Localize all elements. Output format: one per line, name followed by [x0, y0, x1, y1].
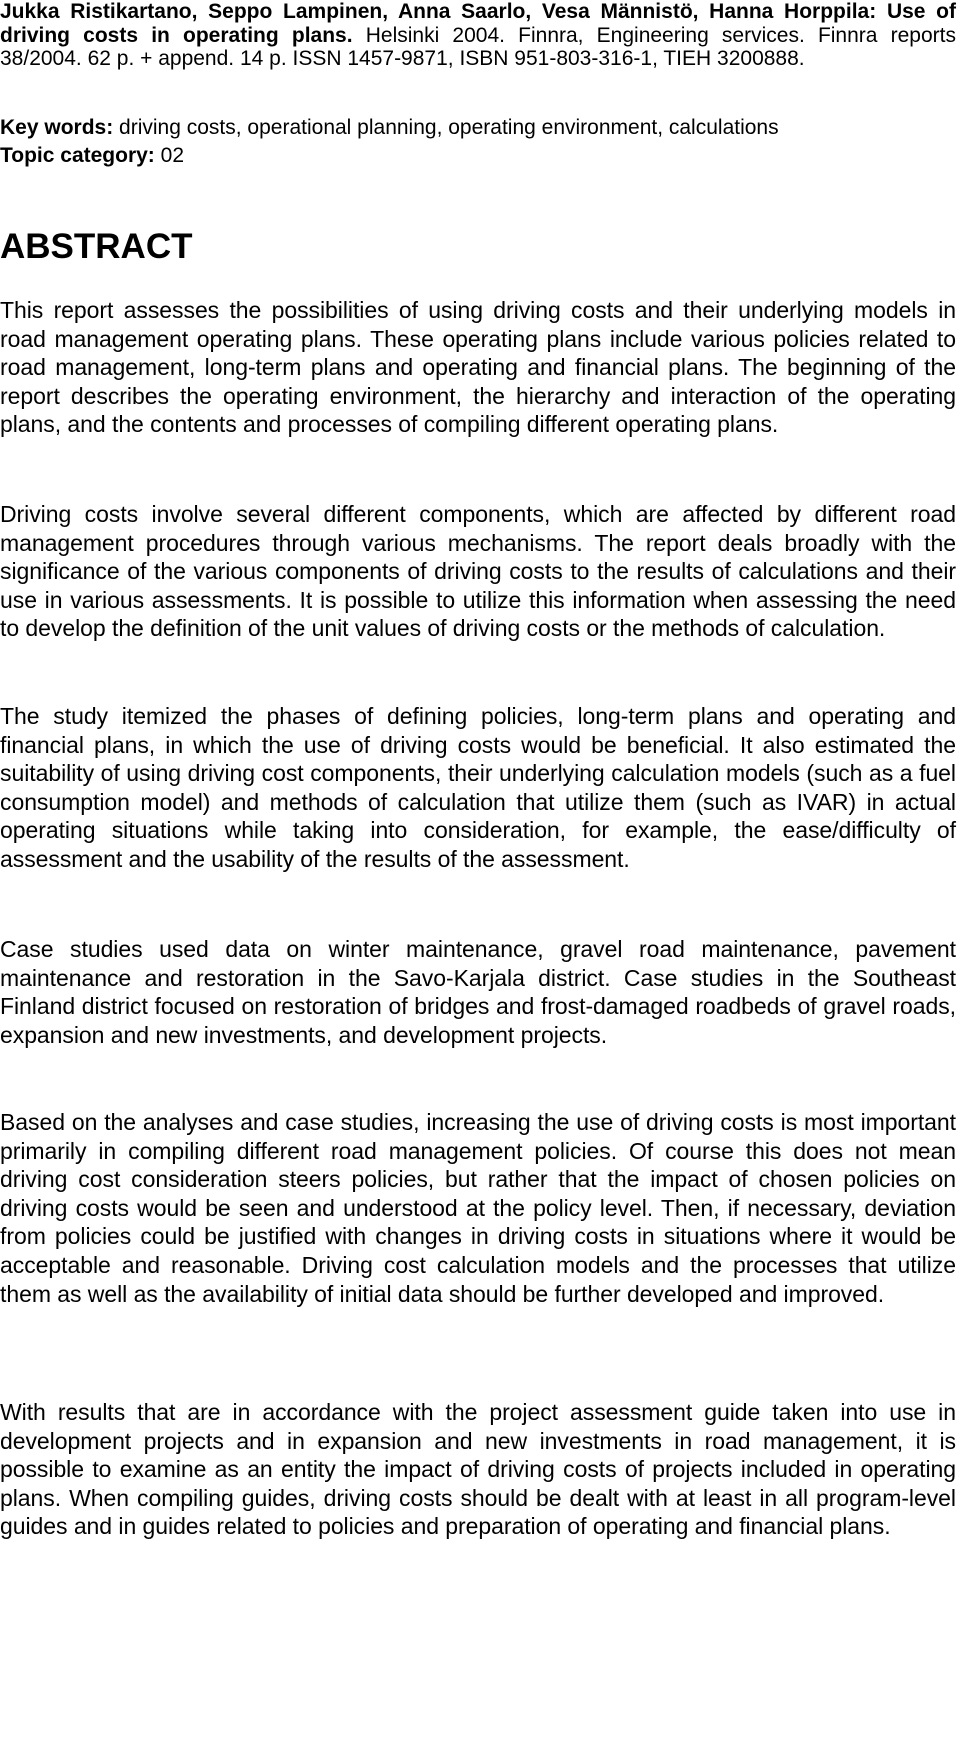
abstract-heading: ABSTRACT: [0, 227, 193, 266]
keywords-label: Key words:: [0, 116, 114, 139]
abstract-paragraph-2: Driving costs involve several different components, which are affected by different road management procedures through various mechanisms. The report deals broadly with the significance of the various components of driving costs to the results of calculations and their use in various assessments. It is possible to utilize this information when assessing the need to develop the definition of the unit values of driving costs or the methods of calculation.: [0, 501, 956, 642]
topic-category-line: [0, 142, 779, 170]
abstract-paragraph-5: Based on the analyses and case studies, increasing the use of driving costs is most important primarily in compiling different road management policies. Of course this does not mean driving cost consideration steers policies, but rather that the impact of chosen policies on driving costs would be seen and understood at the policy level. Then, if necessary, deviation from policies could be justified with changes in driving costs in situations where it would be acceptable and reasonable. Driving cost calculation models and the processes that utilize them as well as the availability of initial data should be further developed and improved.: [0, 1109, 956, 1307]
topic-category-value: 02: [160, 144, 185, 167]
keywords-line: [0, 114, 779, 142]
keywords-value: driving costs, operational planning, operating environment, calculations: [119, 116, 779, 139]
citation-title: Use of driving costs in operating plans.: [0, 0, 956, 47]
citation-publication: Helsinki 2004. Finnra, Engineering services. Finnra reports 38/2004. 62 p. + append. 14 p. ISSN 1457-9871, ISBN 951-803-316-1, TIEH 3200888.: [0, 23, 956, 70]
document-metadata: [0, 114, 779, 170]
citation-authors: Jukka Ristikartano, Seppo Lampinen, Anna Saarlo, Vesa Männistö, Hanna Horppila:: [0, 0, 877, 23]
abstract-paragraph-3: The study itemized the phases of defining policies, long-term plans and operating and financial plans, in which the use of driving costs would be beneficial. It also estimated the suitability of using driving cost components, their underlying calculation models (such as a fuel consumption model) and methods of calculation that utilize them (such as IVAR) in actual operating situations while taking into consideration, for example, the ease/difficulty of assessment and the usability of the results of the assessment.: [0, 703, 956, 872]
bibliographic-citation: [0, 0, 956, 71]
abstract-paragraph-6: With results that are in accordance with the project assessment guide taken into use in development projects and in expansion and new investments in road management, it is possible to examine as an entity the impact of driving costs of projects included in operating plans. When compiling guides, driving costs should be dealt with at least in all program-level guides and in guides related to policies and preparation of operating and financial plans.: [0, 1399, 956, 1540]
abstract-paragraph-4: Case studies used data on winter maintenance, gravel road maintenance, pavement maintenance and restoration in the Savo-Karjala district. Case studies in the Southeast Finland district focused on restoration of bridges and frost-damaged roadbeds of gravel roads, expansion and new investments, and development projects.: [0, 936, 956, 1048]
abstract-paragraph-1: This report assesses the possibilities of using driving costs and their underlying models in road management operating plans. These operating plans include various policies related to road management, long-term plans and operating and financial plans. The beginning of the report describes the operating environment, the hierarchy and interaction of the operating plans, and the contents and processes of compiling different operating plans.: [0, 297, 956, 438]
topic-category-label: Topic category:: [0, 144, 155, 167]
